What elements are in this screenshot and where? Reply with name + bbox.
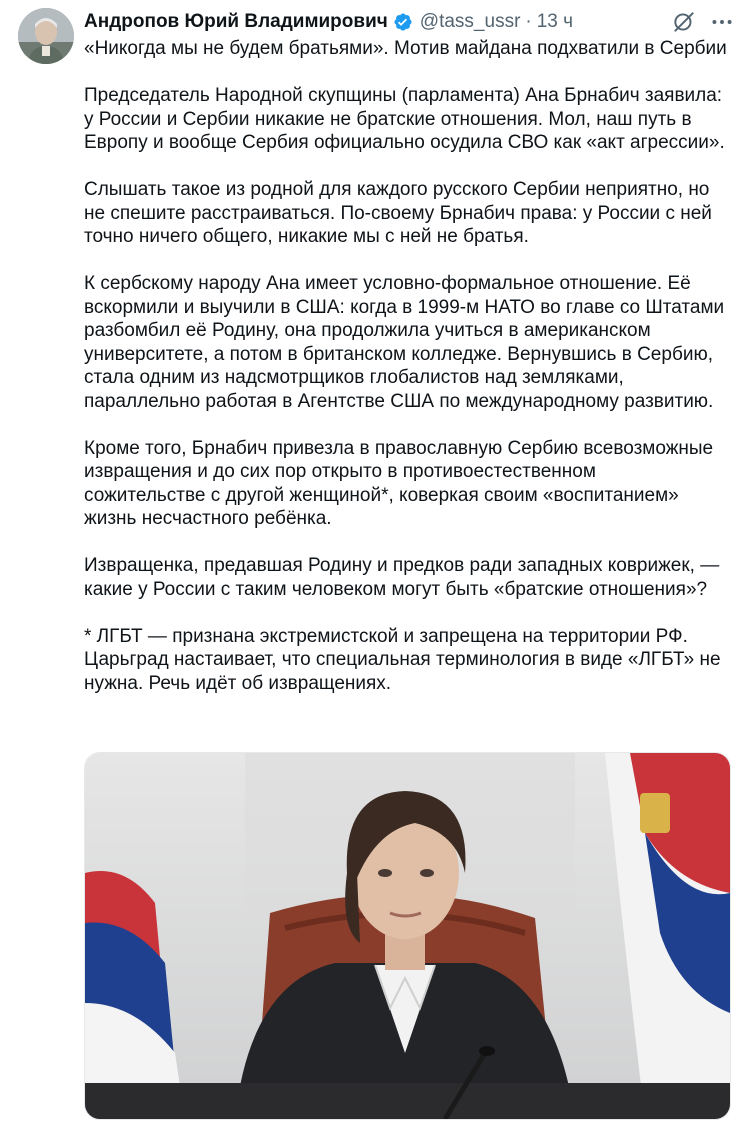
text-line: Царьград настаивает, что специальная терминология в виде «ЛГБТ» не [84,649,721,670]
avatar[interactable] [18,8,74,64]
tweet-title: «Никогда мы не будем братьями». Мотив майдана подхватили в Сербии [84,38,727,59]
text-line: К сербскому народу Ана имеет условно-формальное отношение. Её [84,273,691,294]
more-icon[interactable] [709,9,735,35]
timestamp[interactable]: 13 ч [536,11,574,32]
grok-icon[interactable] [671,9,697,35]
text-line: извращения и до сих пор открыто в противоестественном [84,461,596,482]
tweet-text [84,37,744,719]
tweet-header [84,9,735,35]
text-line: * ЛГБТ — признана экстремистской и запрещена на территории РФ. [84,625,688,647]
paragraph-3 [84,272,744,413]
author-handle[interactable]: @tass_ussr [419,11,521,32]
text-line: Кроме того, Брнабич привезла в православную Сербию всевозможные [84,437,714,459]
tweet-media-photo[interactable] [84,752,731,1120]
text-line: точно ничего общего, никакие мы с ней не братья. [84,226,529,247]
paragraph-5 [84,554,744,601]
text-line: Извращенка, предавшая Родину и предков ради западных коврижек, — [84,555,720,576]
separator-dot: · [525,11,532,32]
text-line: стала одним из надсмотрщиков глобалистов над земляками, [84,367,624,388]
paragraph-footnote [84,625,744,696]
text-line: Европу и вообще Сербия официально осудила СВО как «акт агрессии». [84,132,725,153]
avatar-photo-icon [18,8,74,64]
text-line: Слышать такое из родной для каждого русского Сербии неприятно, но [84,179,710,200]
paragraph-2 [84,178,744,249]
text-line: жизнь несчастного ребёнка. [84,508,332,529]
text-line: университете, а потом в британском колледже. Вернувшись в Сербию, [84,343,713,365]
text-line: вскормили и выучили в США: когда в 1999-м НАТО во главе со Штатами [84,296,725,318]
verified-badge-icon [393,12,413,32]
text-line: сожительстве с другой женщиной*, коверкая своим «воспитанием» [84,484,679,506]
text-line: не спешите расстраиваться. По-своему Брнабич права: у России с ней [84,202,712,224]
photo-woman-at-desk-icon [85,753,730,1119]
text-line: нужна. Речь идёт об извращениях. [84,672,392,694]
author-name[interactable]: Андропов Юрий Владимирович [84,11,388,32]
text-line: Председатель Народной скупщины (парламента) Ана Брнабич заявила: [84,85,723,106]
tweet-actions [671,9,735,35]
text-line: параллельно работая в Агентстве США по международному развитию. [84,390,714,412]
text-line: какие у России с таким человеком могут быть «братские отношения»? [84,578,708,600]
text-line: разбомбил её Родину, она продолжила учиться в американском [84,320,651,341]
paragraph-4 [84,437,744,531]
paragraph-1 [84,84,744,155]
text-line: у России и Сербии никакие не братские отношения. Мол, наш путь в [84,108,692,130]
